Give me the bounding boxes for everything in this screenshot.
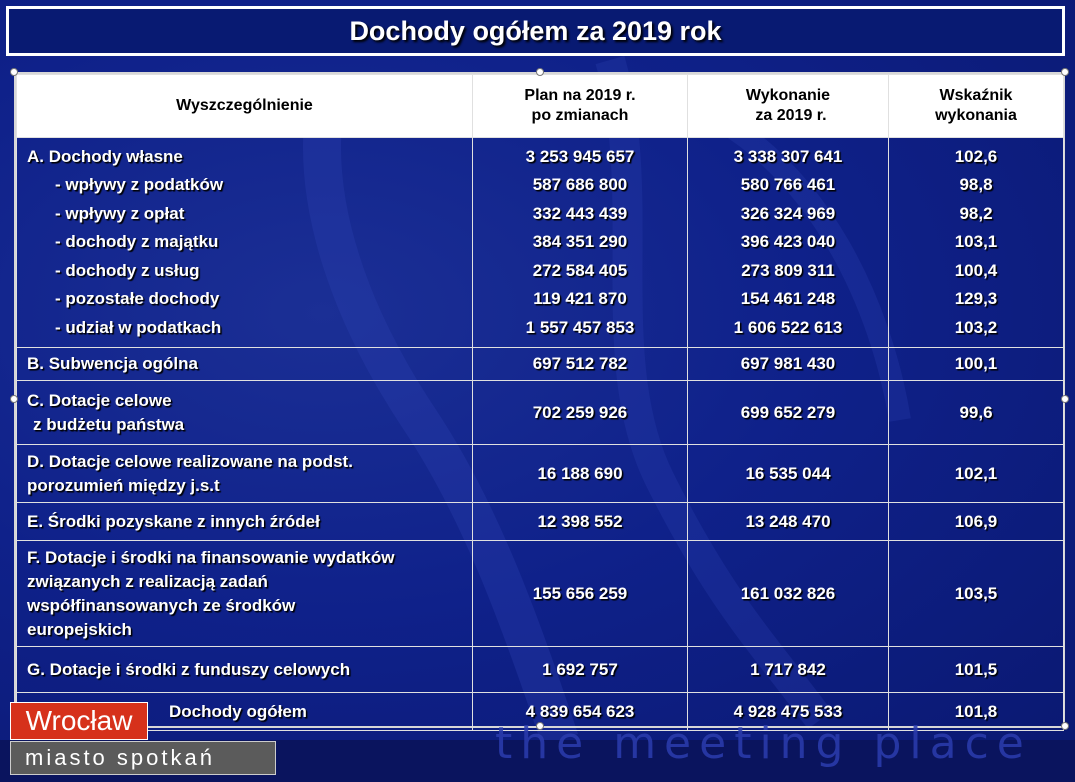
city-slogan: miasto spotkań: [10, 741, 276, 775]
row-e-execution: 13 248 470: [688, 503, 889, 541]
resize-handle-left[interactable]: [10, 395, 18, 403]
row-e-label: E. Środki pozyskane z innych źródeł: [17, 503, 473, 541]
header-description: Wyszczególnienie: [17, 75, 473, 138]
row-a-execution: 3 338 307 641 580 766 461 326 324 969 396 423 040 273 809 311 154 461 248 1 606 522 613: [688, 138, 889, 348]
row-f-ratio: 103,5: [889, 541, 1064, 647]
row-g-plan: 1 692 757: [473, 647, 688, 693]
row-total-ratio: 101,8: [889, 693, 1064, 731]
table-row-e: [17, 503, 1064, 541]
resize-handle-top-left[interactable]: [10, 68, 18, 76]
resize-handle-top[interactable]: [536, 68, 544, 76]
row-g-ratio: 101,5: [889, 647, 1064, 693]
income-table-frame: [14, 72, 1065, 728]
row-b-execution: 697 981 430: [688, 348, 889, 381]
header-ratio: Wskaźnik wykonania: [889, 75, 1064, 138]
row-e-ratio: 106,9: [889, 503, 1064, 541]
row-c-plan: 702 259 926: [473, 381, 688, 445]
city-logo: Wrocław: [10, 702, 148, 740]
income-table: [16, 74, 1064, 731]
row-f-execution: 161 032 826: [688, 541, 889, 647]
resize-handle-top-right[interactable]: [1061, 68, 1069, 76]
header-plan: Plan na 2019 r. po zmianach: [473, 75, 688, 138]
table-row-g: [17, 647, 1064, 693]
row-a-plan: 3 253 945 657 587 686 800 332 443 439 384 351 290 272 584 405 119 421 870 1 557 457 853: [473, 138, 688, 348]
row-f-label: F. Dotacje i środki na finansowanie wydatków związanych z realizacją zadań współfinansowanych ze środków europejskich: [17, 541, 473, 647]
row-a-ratio: 102,6 98,8 98,2 103,1 100,4 129,3 103,2: [889, 138, 1064, 348]
tagline: the meeting place: [495, 718, 1032, 769]
row-g-execution: 1 717 842: [688, 647, 889, 693]
row-c-label: C. Dotacje celowe z budżetu państwa: [17, 381, 473, 445]
page-title: Dochody ogółem za 2019 rok: [349, 15, 722, 46]
table-row-c: [17, 381, 1064, 445]
table-row-b: [17, 348, 1064, 381]
title-box: [6, 6, 1065, 56]
table-row-d: [17, 445, 1064, 503]
row-c-execution: 699 652 279: [688, 381, 889, 445]
row-g-label: G. Dotacje i środki z funduszy celowych: [17, 647, 473, 693]
row-total-label: Dochody ogółem: [17, 693, 473, 731]
row-d-execution: 16 535 044: [688, 445, 889, 503]
row-d-label: D. Dotacje celowe realizowane na podst. porozumień między j.s.t: [17, 445, 473, 503]
row-d-plan: 16 188 690: [473, 445, 688, 503]
row-e-plan: 12 398 552: [473, 503, 688, 541]
resize-handle-right[interactable]: [1061, 395, 1069, 403]
row-b-ratio: 100,1: [889, 348, 1064, 381]
table-row-a: [17, 138, 1064, 348]
row-b-plan: 697 512 782: [473, 348, 688, 381]
table-row-f: [17, 541, 1064, 647]
table-header-row: [17, 75, 1064, 138]
row-total-execution: 4 928 475 533: [688, 693, 889, 731]
row-b-label: B. Subwencja ogólna: [17, 348, 473, 381]
row-d-ratio: 102,1: [889, 445, 1064, 503]
header-execution: Wykonanie za 2019 r.: [688, 75, 889, 138]
row-c-ratio: 99,6: [889, 381, 1064, 445]
row-f-plan: 155 656 259: [473, 541, 688, 647]
resize-handle-bottom-right[interactable]: [1061, 722, 1069, 730]
row-a-labels: A. Dochody własne - wpływy z podatków - wpływy z opłat - dochody z majątku - dochody z usług - pozostałe dochody - udział w podatkach: [17, 138, 473, 348]
row-total-plan: 4 839 654 623: [473, 693, 688, 731]
